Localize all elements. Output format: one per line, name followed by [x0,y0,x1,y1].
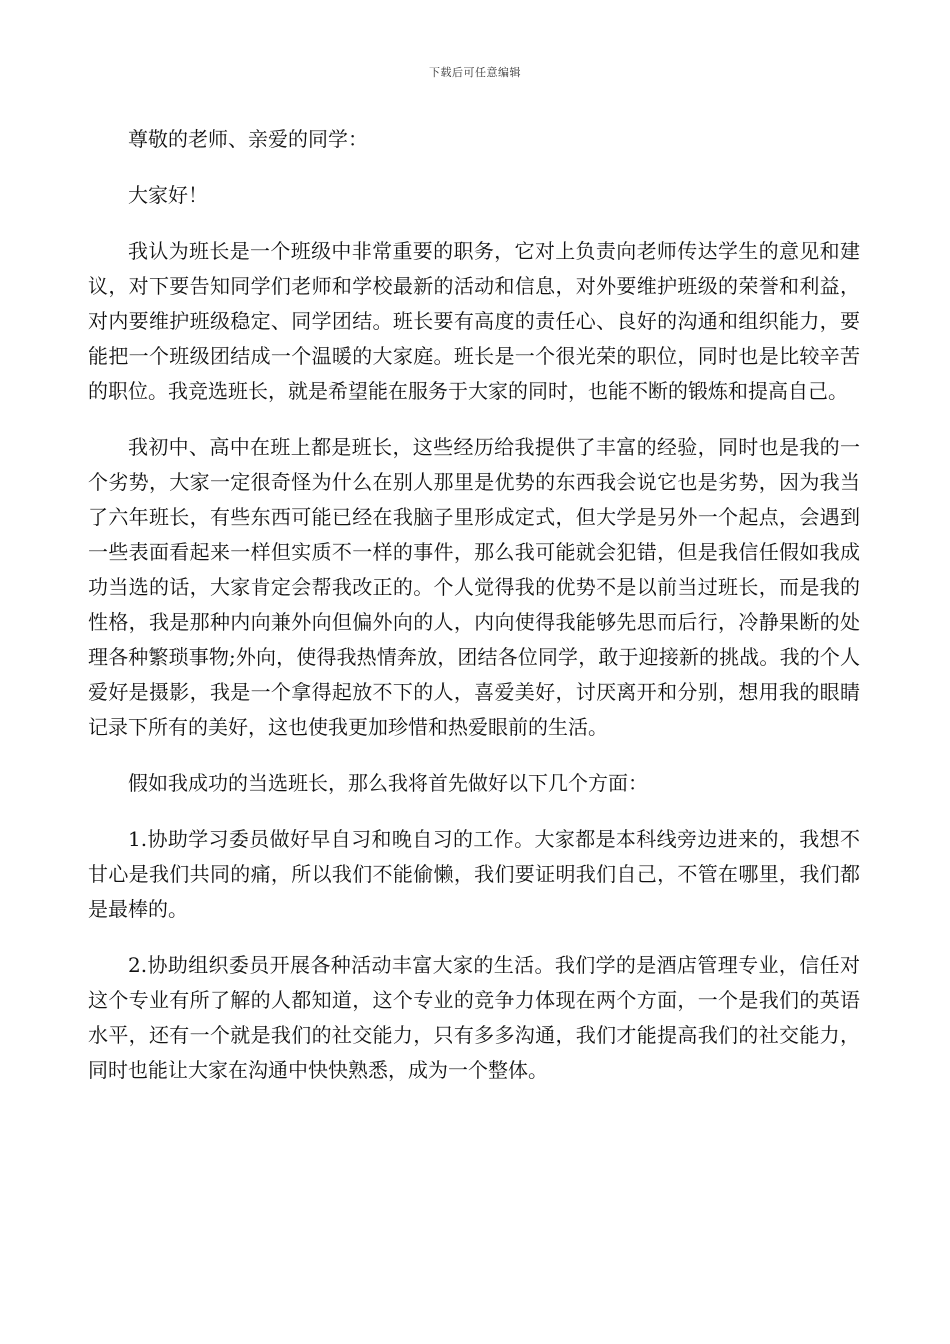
salutation: 尊敬的老师、亲爱的同学： [128,127,368,151]
document-body [88,122,860,1109]
page-header: 下载后可任意编辑 [429,66,521,79]
paragraph-4: 1.协助学习委员做好早自习和晚自习的工作。大家都是本科线旁边进来的，我想不甘心是我们共同的痛，所以我们不能偷懒，我们要证明我们自己，不管在哪里，我们都是最棒的。 [88,827,860,921]
greeting: 大家好！ [128,183,208,207]
paragraph-5: 2.协助组织委员开展各种活动丰富大家的生活。我们学的是酒店管理专业，信任对这个专业有所了解的人都知道，这个专业的竞争力体现在两个方面，一个是我们的英语水平，还有一个就是我们的社交能力，只有多多沟通，我们才能提高我们的社交能力，同时也能让大家在沟通中快快熟悉，成为一个整体。 [88,953,860,1082]
paragraph-2: 我初中、高中在班上都是班长，这些经历给我提供了丰富的经验，同时也是我的一个劣势，大家一定很奇怪为什么在别人那里是优势的东西我会说它也是劣势，因为我当了六年班长，有些东西可能已经在我脑子里形成定式，但大学是另外一个起点，会遇到一些表面看起来一样但实质不一样的事件，那么我可能就会犯错，但是我信任假如我成功当选的话，大家肯定会帮我改正的。个人觉得我的优势不是以前当过班长，而是我的性格，我是那种内向兼外向但偏外向的人，内向使得我能够先思而后行，冷静果断的处理各种繁琐事物;外向，使得我热情奔放，团结各位同学，敢于迎接新的挑战。我的个人爱好是摄影，我是一个拿得起放不下的人，喜爱美好，讨厌离开和分别，想用我的眼睛记录下所有的美好，这也使我更加珍惜和热爱眼前的生活。 [88,435,860,739]
paragraph-3: 假如我成功的当选班长，那么我将首先做好以下几个方面： [128,771,648,795]
paragraph-1: 我认为班长是一个班级中非常重要的职务，它对上负责向老师传达学生的意见和建议，对下要告知同学们老师和学校最新的活动和信息，对外要维护班级的荣誉和利益，对内要维护班级稳定、同学团结。班长要有高度的责任心、良好的沟通和组织能力，要能把一个班级团结成一个温暖的大家庭。班长是一个很光荣的职位，同时也是比较辛苦的职位。我竞选班长，就是希望能在服务于大家的同时，也能不断的锻炼和提高自己。 [88,239,860,403]
